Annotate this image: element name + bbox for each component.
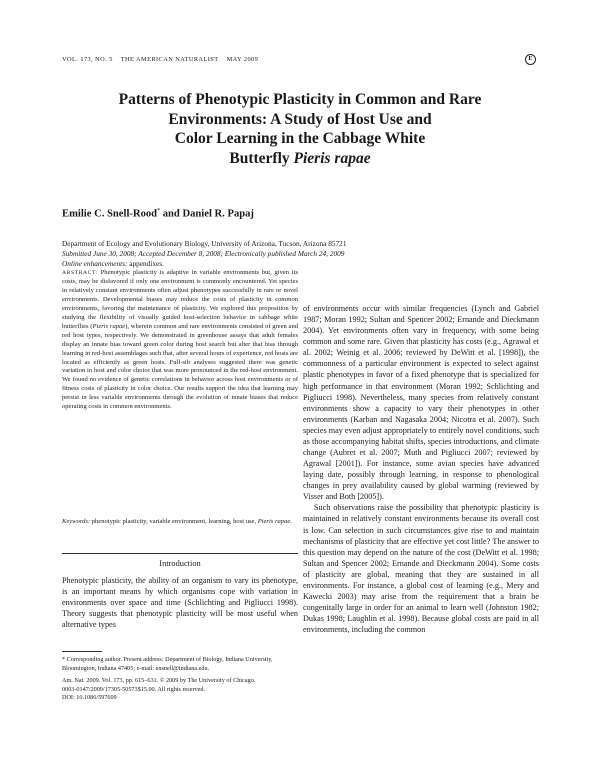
author-conjunction: and — [160, 208, 183, 220]
abstract-species: Pieris rapae — [92, 322, 126, 330]
corresponding-author-note: * Corresponding author. Present address: Department of Biology, Indiana University, Bloomington, Indiana 47405; e-mail: ensnell@indiana.edu. — [62, 656, 273, 672]
doi-line: DOI: 10.1086/597609 — [62, 694, 117, 702]
body-paragraph-1: of environments occur with similar frequencies (Lynch and Gabriel 1987; Moran 1992; Sultan and Spencer 2002; Ernande and Dieckmann 2004). Yet environments often vary in frequency, with some being common and some rare. Given that plasticity has costs (e.g., Agrawal et al. 2002; Weinig et al. 2006; reviewed by DeWitt et al. [1998]), the commonness of a particular environment is expected to select against plastic phenotypes in favor of a fixed phenotype that is specialized for high performance in that environment (Moran 1992; Schlichting and Pigliucci 1998). Nevertheless, many species from relatively constant environments show a capacity to vary their phenotypes in other environments (Karban and Nagasaka 2004; Nicotra et al. 2007). Such species may even adjust appropriately to entirely novel conditions, such as those accompanying habitat shifts, species introductions, and climate change (Aubret et al. 2007; Muth and Pigliucci 2007; reviewed by Agrawal [2001]). For instance, some avian species have advanced laying date, possibly through learning, in response to phenological changes in prey availability caused by global warming (reviewed by Visser and Both [2005]). — [303, 304, 539, 502]
submission-dates: Submitted June 30, 2008; Accepted December 8, 2008; Electronically published March 24, 2009 — [62, 249, 345, 258]
journal-name: THE AMERICAN NATURALIST — [120, 56, 219, 63]
publisher-logo-icon — [525, 54, 536, 65]
logo-letter: E — [528, 56, 533, 62]
author-1: Emilie C. Snell-Rood — [62, 208, 158, 220]
online-enhancements — [62, 259, 542, 269]
corresponding-mark: * — [157, 208, 161, 214]
title-species: Pieris rapae — [293, 149, 371, 167]
right-column — [303, 303, 539, 635]
title-prefix: Butterfly — [229, 149, 294, 167]
footnotes — [62, 656, 298, 703]
affiliation-block — [62, 239, 542, 269]
issue-date: MAY 2009 — [226, 56, 259, 63]
department: Department of Ecology and Evolutionary Biology, University of Arizona, Tucson, Arizona 85721 — [62, 239, 347, 248]
keywords-end: . — [290, 518, 292, 525]
intro-paragraph: Phenotypic plasticity, the ability of an organism to vary its phenotype, is an important means by which organisms cope with variation in environments over space and time (Schlichting and Pigliucci 1998). Theory suggests that phenotypic plasticity will be most useful when alternative types — [62, 576, 298, 630]
volume-info: VOL. 173, NO. 5 — [62, 56, 113, 63]
online-label: Online enhancements: — [62, 259, 128, 268]
author-2: Daniel R. Papaj — [182, 208, 254, 220]
body-paragraph-2: Such observations raise the possibility that phenotypic plasticity is maintained in relatively constant environments because its overall cost is low. Can selection in such circumstances give rise to and maintain mechanisms of plasticity that are effective yet cost little? The answer to this question may depend on the nature of the cost (DeWitt et al. 1998; Sultan and Spencer 2002; Ernande and Dieckmann 2004). Some costs of plasticity are global, meaning that they are sustained in all environments. For instance, a global cost of learning (e.g., Mery and Kawecki 2003) may arise from the requirement that a brain be congenitally large in order for an animal to learn well (Johnston 1982; Dukas 1998; Laughlin et al. 1998). Because global costs are paid in all environments, including the common — [303, 503, 539, 635]
abstract-text-2: ), wherein common and rare environments consisted of green and red host types, respectively. We demonstrated in greenhouse assays that adult females display an innate bias toward green color during host search but alter that bias through learning in red-host assemblages such that, after several hours of experience, red hosts are located as efficiently as green hosts. Full-sib analyses suggested there was genetic variation in host and color choice that was more pronounced in the red-host environment. We found no evidence of genetic correlations in behavior across host environments or of fitness costs of plasticity in color choice. Our results support the idea that learning may persist in less variable environments through the evolution of innate biases that reduce operating costs in common environments. — [62, 322, 298, 411]
author-list — [62, 208, 254, 220]
keywords — [62, 518, 298, 527]
section-divider — [62, 553, 298, 554]
online-value: appendixes. — [127, 259, 164, 268]
article-title — [60, 90, 540, 168]
issn-line: 0003-0147/2009/17305-50573$15.00. All rights reserved. — [62, 685, 205, 693]
abstract-text-1: Phenotypic plasticity is adaptive in variable environments but, given its costs, may be disfavored if only one environment is commonly encountered. Yet species in relatively constant environments often adjust phenotypes successfully in rare or novel environments. Developmental biases may reduce the costs of plasticity in common environments, favoring the maintenance of plasticity. We explored this proposition by studying the flexibility of visually guided host-selection behavior in cabbage white butterflies ( — [62, 269, 298, 330]
footnote-divider — [62, 651, 102, 652]
keywords-species: Pieris rapae — [257, 518, 291, 525]
title-line-2: Environments: A Study of Host Use and — [168, 110, 432, 128]
running-header — [62, 56, 542, 63]
introduction-heading: Introduction — [159, 559, 201, 568]
title-line-3: Color Learning in the Cabbage White — [174, 130, 426, 147]
keywords-label: Keywords: — [62, 518, 91, 525]
abstract — [62, 269, 298, 412]
title-line-1: Patterns of Phenotypic Plasticity in Common and Rare — [118, 91, 482, 108]
introduction-body — [62, 575, 298, 630]
title-line-4 — [60, 149, 540, 169]
citation-line: Am. Nat. 2009. Vol. 173, pp. 615–631. © 2009 by The University of Chicago. — [62, 677, 256, 685]
keywords-text: phenotypic plasticity, variable environment, learning, host use, — [90, 518, 258, 525]
abstract-label: ABSTRACT: — [62, 270, 98, 276]
